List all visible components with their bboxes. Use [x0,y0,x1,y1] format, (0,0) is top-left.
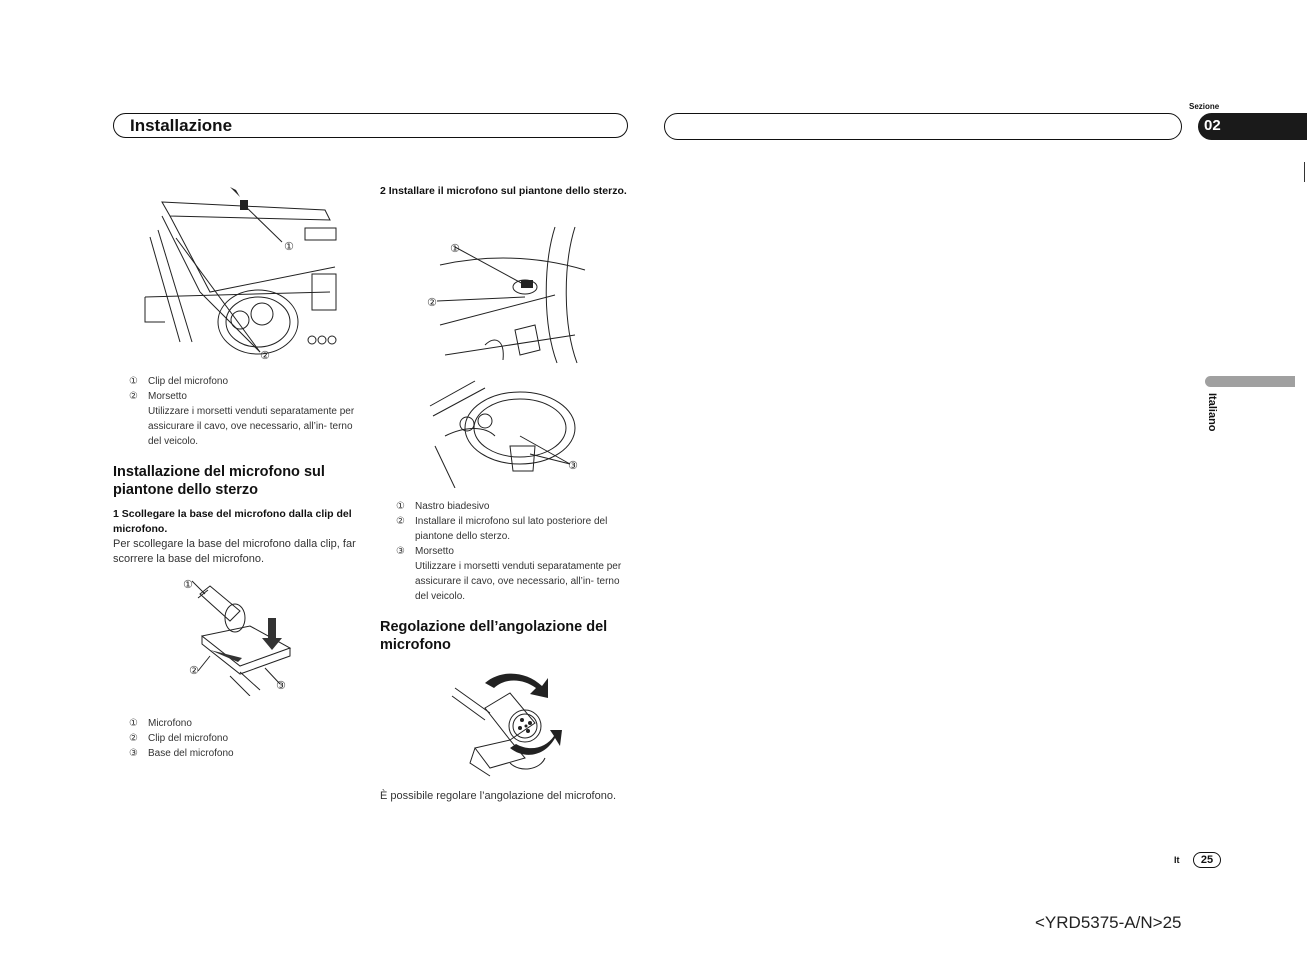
document-code: <YRD5375-A/N>25 [1035,913,1182,932]
mic-angle-text: È possibile regolare l’angolazione del microfono. [380,790,617,802]
section-title-bar [113,113,628,138]
legend-number: ① [129,376,138,387]
step1-body: Per scollegare la base del microfono dalla clip, far scorrere la base del microfono. [113,538,356,565]
steering-column-illustration [425,225,590,365]
microphone-clip-illustration [180,576,300,696]
section-heading-steering-column: Installazione del microfono sul piantone dello sterzo [113,464,325,498]
step1-title: 1 Scollegare la base del microfono dalla clip del microfono. [113,508,352,535]
legend-number: ③ [396,546,405,557]
legend-text: Clip del microfono [148,376,229,387]
fig2-callout-2: ② [189,664,199,677]
sezione-badge [1198,113,1307,140]
legend-item [129,374,359,389]
step2-title: 2 Installare il microfono sul piantone dello sterzo. [380,185,627,197]
legend-number: ② [129,391,138,402]
fig2-callout-3: ③ [276,679,286,692]
section-heading-mic-angle: Regolazione dell’angolazione del microfono [380,619,608,653]
microphone-angle-illustration [450,668,565,778]
steering-wheel-clamp-illustration [425,376,585,488]
legend-number: ② [396,516,405,527]
legend-item [129,389,359,404]
fig3-legend [396,499,631,604]
language-tab-label: Italiano [1206,393,1218,432]
legend-text: Nastro biadesivo [415,501,490,512]
legend-number: ① [396,501,405,512]
fig3-callout-1: ① [450,242,460,255]
legend-item [396,499,631,514]
legend-item [129,731,329,746]
legend-text: Microfono [148,718,192,729]
legend-text: Installare il microfono sul lato posteriore del piantone dello sterzo. [415,516,608,542]
windshield-illustration [140,182,340,362]
language-code: It [1174,855,1180,865]
sezione-number: 02 [1204,117,1221,134]
fig1-callout-2: ② [260,349,270,362]
legend-item [396,514,631,544]
legend-number: ③ [129,748,138,759]
fig2-legend [129,716,329,761]
fig2-callout-1: ① [183,578,193,591]
legend-note: Utilizzare i morsetti venduti separatamente per assicurare il cavo, ove necessario, all’in- terno del veicolo. [148,406,355,447]
right-header-bar [664,113,1182,140]
legend-text: Base del microfono [148,748,234,759]
legend-text: Clip del microfono [148,733,229,744]
page-number: 25 [1193,852,1221,868]
fig1-legend [129,374,359,449]
legend-item [129,716,329,731]
legend-item [129,746,329,761]
legend-item [396,544,631,559]
legend-text: Morsetto [415,546,454,557]
language-tab-bar [1205,376,1295,387]
edge-marker [1304,162,1305,182]
fig3-callout-3: ③ [568,459,578,472]
fig1-callout-1: ① [284,240,294,253]
sezione-label: Sezione [1189,102,1220,111]
legend-number: ① [129,718,138,729]
section-title: Installazione [130,116,233,135]
legend-note: Utilizzare i morsetti venduti separatamente per assicurare il cavo, ove necessario, all’in- terno del veicolo. [415,561,622,602]
fig3-callout-2: ② [427,296,437,309]
legend-number: ② [129,733,138,744]
legend-text: Morsetto [148,391,187,402]
